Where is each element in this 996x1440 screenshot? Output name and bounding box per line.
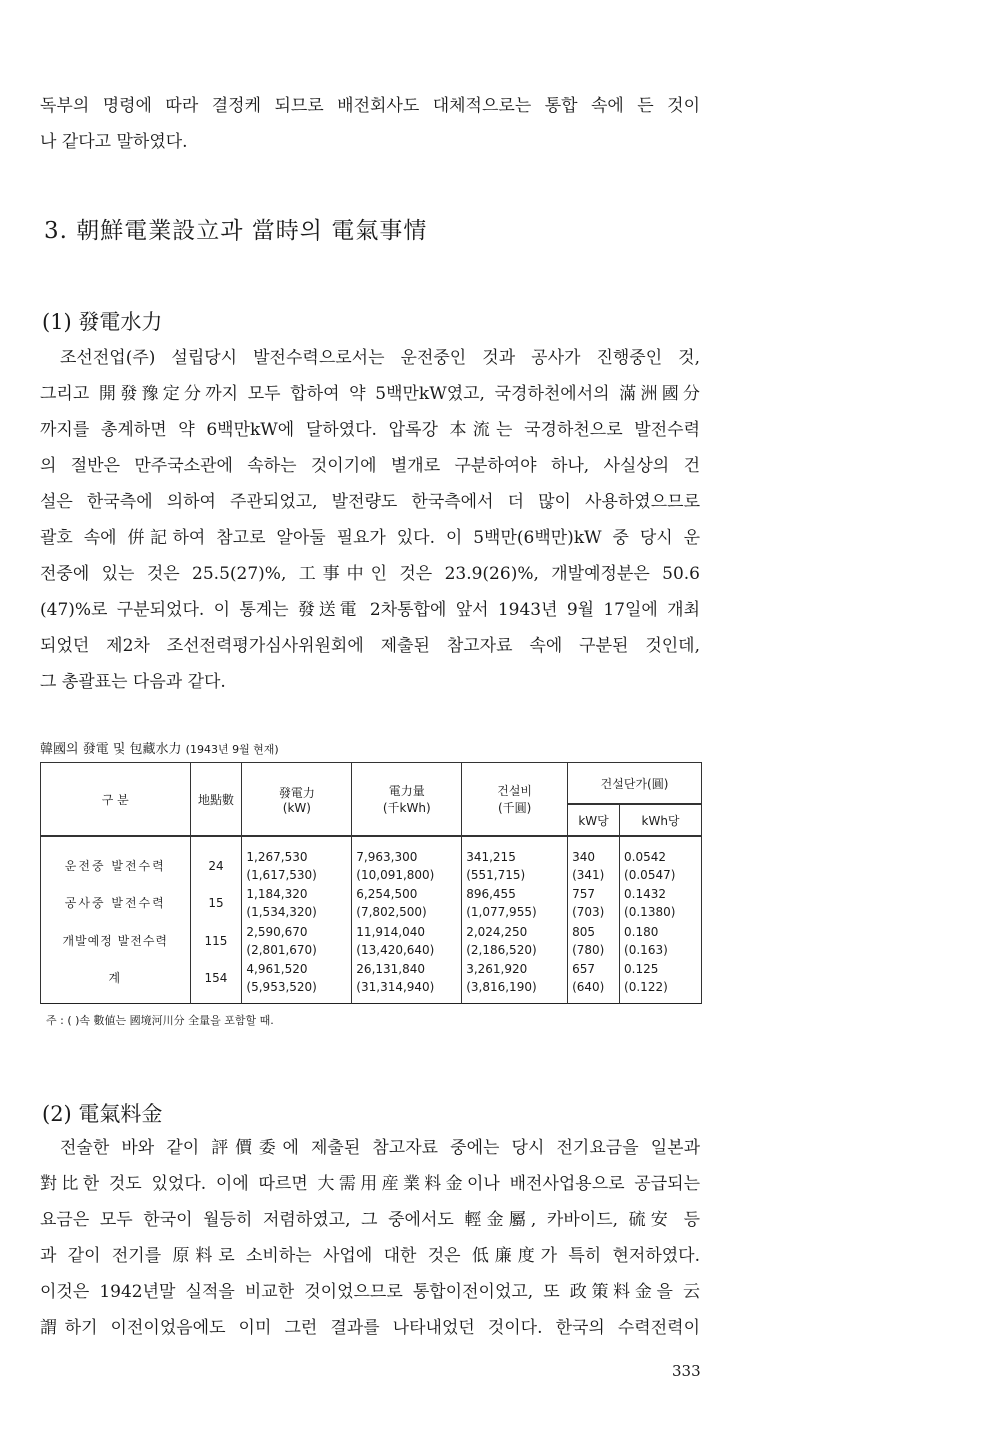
header-per-kw: kW당 — [568, 804, 620, 836]
data-table — [40, 762, 702, 1004]
page-number: 333 — [672, 1362, 701, 1380]
intro-paragraph — [40, 88, 700, 160]
row-energy: 6,254,500 (7,802,500) — [352, 885, 462, 922]
row-energy: 7,963,300 (10,091,800) — [352, 836, 462, 885]
subsection-1-paragraph — [40, 340, 700, 700]
row-power: 4,961,520 (5,953,520) — [242, 959, 352, 1003]
row-per-kwh: 0.0542 (0.0547) — [620, 836, 702, 885]
header-unit-cost: 건설단가(圓) — [568, 763, 702, 805]
header-energy: 電力量 (千kWh) — [352, 763, 462, 837]
table-row — [41, 836, 702, 885]
table-caption-date: (1943년 9월 현재) — [185, 743, 279, 756]
text-line: 과 같이 전기를 原料로 소비하는 사업에 대한 것은 低廉度가 특히 현저하였다. — [40, 1246, 700, 1266]
row-label: 개발예정 발전수력 — [41, 922, 191, 959]
text-line: 독부의 명령에 따라 결정케 되므로 배전회사도 대체적으로는 통합 속에 든 것이 — [40, 96, 700, 116]
row-per-kwh: 0.180 (0.163) — [620, 922, 702, 959]
text-line: 나 같다고 말하였다. — [40, 132, 188, 152]
subsection-2-paragraph — [40, 1130, 700, 1346]
header-sites: 地點數 — [190, 763, 242, 837]
text-line: 전중에 있는 것은 25.5(27)%, 工事中인 것은 23.9(26)%, 개발예정분은 50.6 — [40, 564, 700, 584]
table-row — [41, 959, 702, 1003]
header-category: 구 분 — [41, 763, 191, 837]
text-line: 의 절반은 만주국소관에 속하는 것이기에 별개로 구분하여야 하나, 사실상의 건 — [40, 456, 700, 476]
row-power: 2,590,670 (2,801,670) — [242, 922, 352, 959]
row-sites: 15 — [190, 885, 242, 922]
row-cost: 3,261,920 (3,816,190) — [462, 959, 568, 1003]
text-line: 그 총괄표는 다음과 같다. — [40, 672, 226, 692]
header-power: 發電力 (kW) — [242, 763, 352, 837]
row-energy: 11,914,040 (13,420,640) — [352, 922, 462, 959]
text-line: 對比한 것도 있었다. 이에 따르면 大需用産業料金이나 배전사업용으로 공급되는 — [40, 1174, 700, 1194]
table-caption — [40, 738, 279, 757]
row-label: 계 — [41, 959, 191, 1003]
subsection-title-1: (1) 發電水力 — [42, 310, 163, 334]
text-line: 요금은 모두 한국이 월등히 저렴하였고, 그 중에서도 輕金屬, 카바이드, 硫安 등 — [40, 1210, 700, 1230]
table-row — [41, 922, 702, 959]
subsection-title-2: (2) 電氣料金 — [42, 1102, 163, 1126]
row-sites: 24 — [190, 836, 242, 885]
row-label: 공사중 발전수력 — [41, 885, 191, 922]
text-line: 까지를 총계하면 약 6백만kW에 달하였다. 압록강 本流는 국경하천으로 발전수력 — [40, 420, 700, 440]
text-line: 조선전업(주) 설립당시 발전수력으로서는 운전중인 것과 공사가 진행중인 것, — [60, 348, 700, 368]
row-cost: 2,024,250 (2,186,520) — [462, 922, 568, 959]
row-sites: 115 — [190, 922, 242, 959]
row-per-kw: 805 (780) — [568, 922, 620, 959]
text-line: 괄호 속에 倂記하여 참고로 알아둘 필요가 있다. 이 5백만(6백만)kW 중 당시 운 — [40, 528, 700, 548]
text-line: 그리고 開發豫定分까지 모두 합하여 약 5백만kW였고, 국경하천에서의 滿洲國分 — [40, 384, 700, 404]
row-energy: 26,131,840 (31,314,940) — [352, 959, 462, 1003]
row-sites: 154 — [190, 959, 242, 1003]
text-line: (47)%로 구분되었다. 이 통계는 發送電 2차통합에 앞서 1943년 9월 17일에 개최 — [40, 600, 700, 620]
text-line: 전술한 바와 같이 評價委에 제출된 참고자료 중에는 당시 전기요금을 일본과 — [60, 1138, 700, 1158]
row-per-kwh: 0.1432 (0.1380) — [620, 885, 702, 922]
row-per-kw: 340 (341) — [568, 836, 620, 885]
row-per-kw: 657 (640) — [568, 959, 620, 1003]
section-title: 3. 朝鮮電業設立과 當時의 電氣事情 — [44, 218, 428, 244]
header-cost: 건설비 (千圓) — [462, 763, 568, 837]
row-cost: 341,215 (551,715) — [462, 836, 568, 885]
table-row — [41, 885, 702, 922]
text-line: 설은 한국측에 의하여 주관되었고, 발전량도 한국측에서 더 많이 사용하였으므로 — [40, 492, 700, 512]
table-caption-title: 韓國의 發電 및 包藏水力 — [40, 742, 182, 757]
row-per-kwh: 0.125 (0.122) — [620, 959, 702, 1003]
text-line: 되었던 제2차 조선전력평가심사위원회에 제출된 참고자료 속에 구분된 것인데, — [40, 636, 700, 656]
row-cost: 896,455 (1,077,955) — [462, 885, 568, 922]
text-line: 이것은 1942년말 실적을 비교한 것이었으므로 통합이전이었고, 또 政策料金을 云 — [40, 1282, 700, 1302]
row-power: 1,267,530 (1,617,530) — [242, 836, 352, 885]
header-per-kwh: kWh당 — [620, 804, 702, 836]
text-line: 謂하기 이전이었음에도 이미 그런 결과를 나타내었던 것이다. 한국의 수력전력이 — [40, 1318, 700, 1338]
row-power: 1,184,320 (1,534,320) — [242, 885, 352, 922]
row-per-kw: 757 (703) — [568, 885, 620, 922]
table-note: 주 : ( )속 數値는 國境河川分 全量을 포함할 때. — [46, 1014, 274, 1027]
row-label: 운전중 발전수력 — [41, 836, 191, 885]
